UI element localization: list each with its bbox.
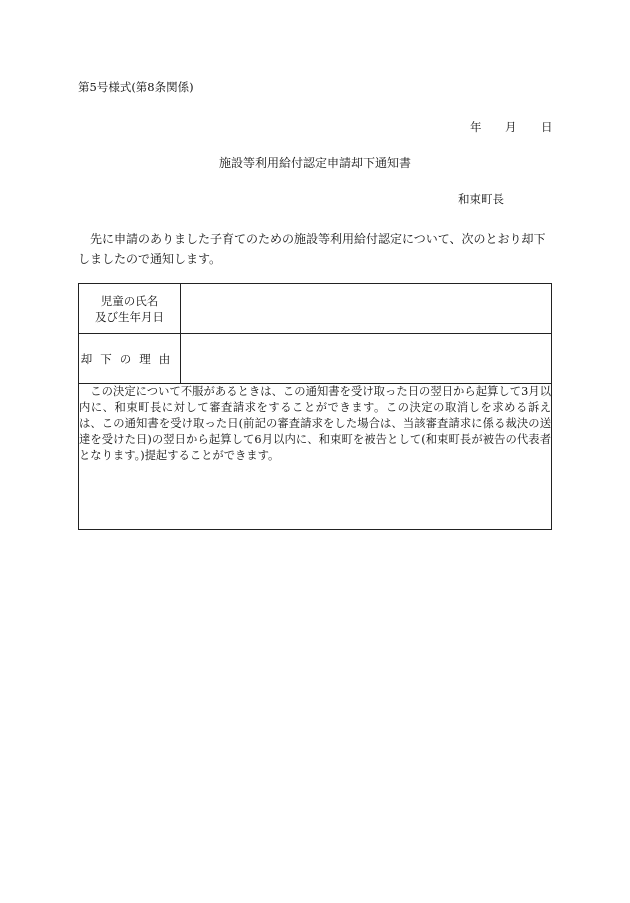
body-paragraph: 先に申請のありました子育てのための施設等利用給付認定について、次のとおり却下しましたので通知します。 <box>78 232 546 266</box>
issuer-name: 和束町長 <box>458 192 504 206</box>
notice-row <box>79 384 552 530</box>
reason-row <box>79 334 552 384</box>
child-label <box>79 284 181 334</box>
reason-label: 却下の理由 <box>79 334 181 384</box>
date-year-label: 年 <box>470 120 482 134</box>
appeal-notice: この決定について不服があるときは、この通知書を受け取った日の翌日から起算して3月以内に、和束町長に対して審査請求をすることができます。この決定の取消しを求める訴えは、この通知書を受け取った日(前記の審査請求をした場合は、当該審査請求に係る裁決の送達を受けた日)の翌日から起算して6月以内に、和束町を被告として(和束町長が被告の代表者となります。)提起することができます。 <box>79 385 551 462</box>
child-label-line1: 児童の氏名 <box>100 293 159 308</box>
notice-cell <box>79 384 552 530</box>
child-label-line2: 及び生年月日 <box>95 309 164 324</box>
child-value-cell <box>181 284 552 334</box>
form-number: 第5号様式(第8条関係) <box>78 80 194 94</box>
reason-value-cell <box>181 334 552 384</box>
date-month-label: 月 <box>505 120 517 134</box>
child-row <box>79 284 552 334</box>
date-day-label: 日 <box>541 120 553 134</box>
form-table <box>78 283 552 530</box>
document-title: 施設等利用給付認定申請却下通知書 <box>218 156 411 170</box>
